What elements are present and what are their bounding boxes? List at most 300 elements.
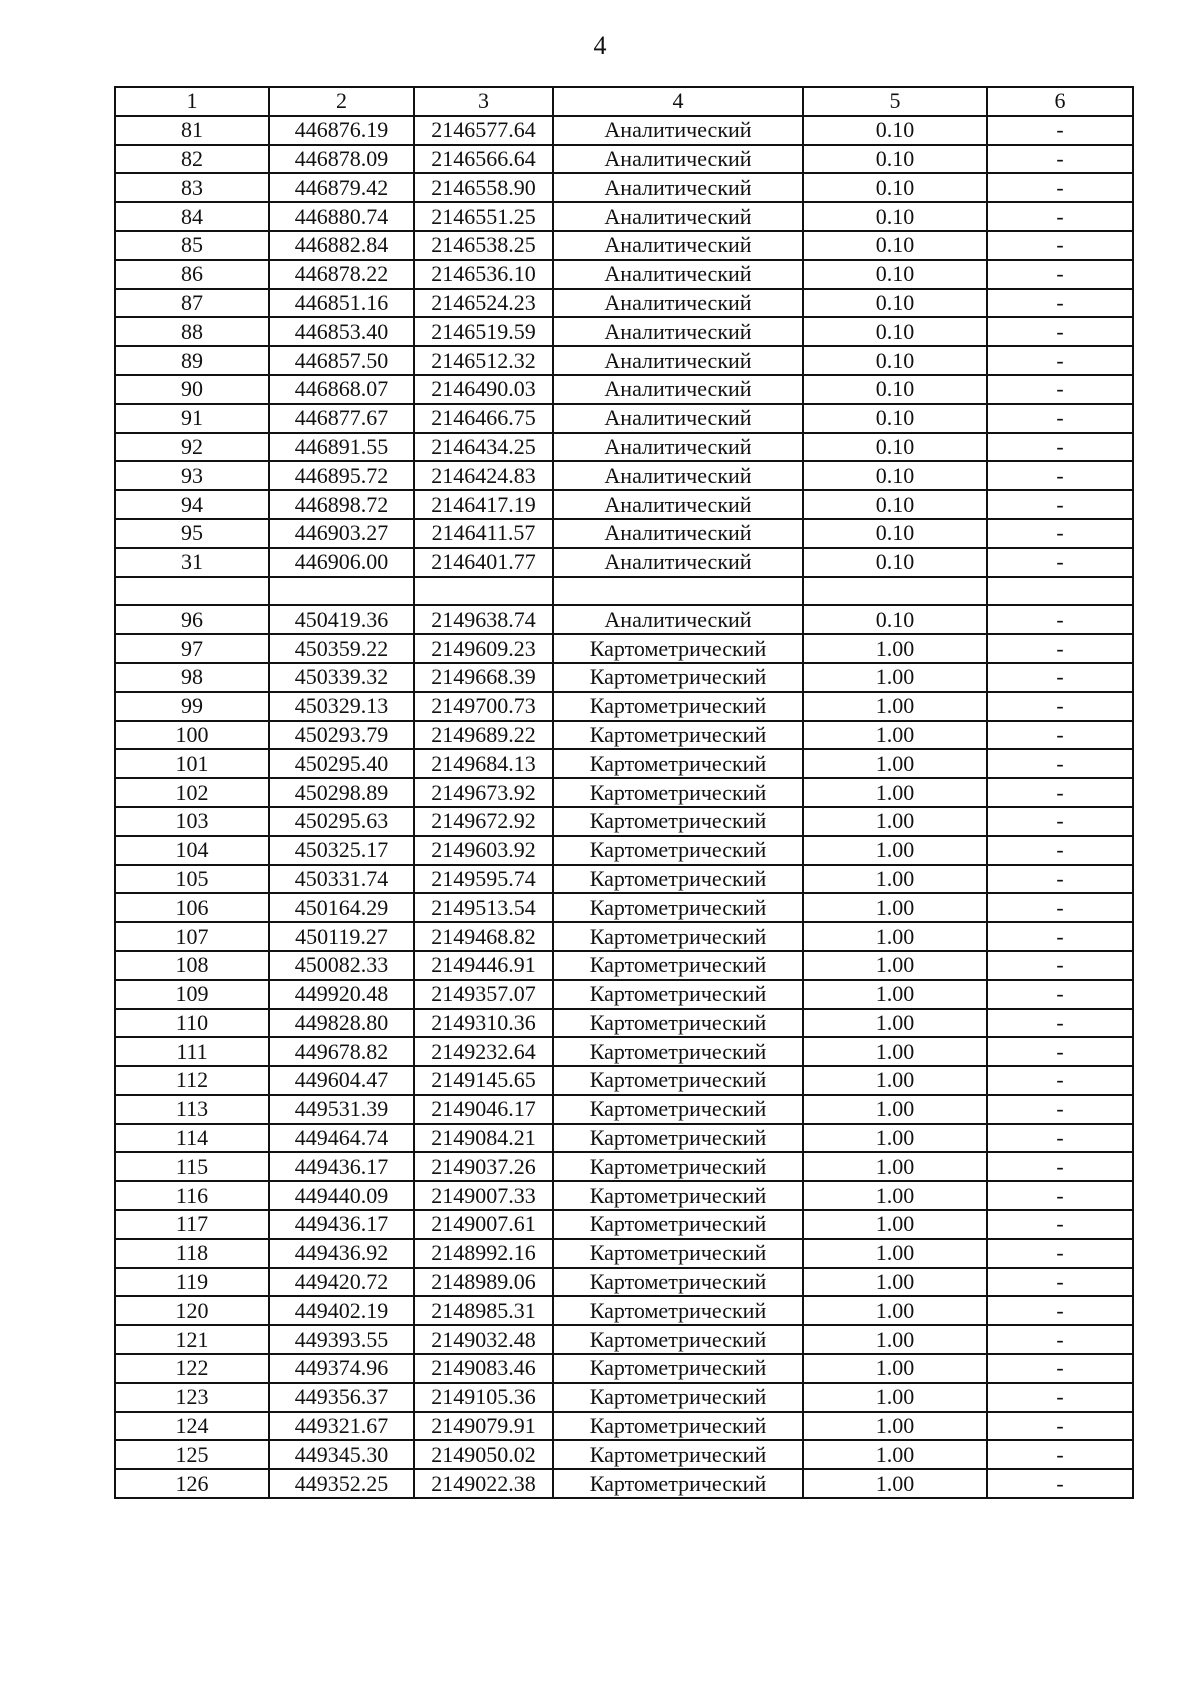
y-coordinate-cell: 2149700.73 <box>414 692 553 721</box>
note-cell: - <box>987 1296 1133 1325</box>
method-cell: Аналитический <box>553 260 803 289</box>
method-cell: Аналитический <box>553 461 803 490</box>
method-cell: Картометрический <box>553 663 803 692</box>
accuracy-cell: 1.00 <box>803 1181 987 1210</box>
point-number-cell: 114 <box>115 1124 269 1153</box>
accuracy-cell <box>803 577 987 606</box>
note-cell: - <box>987 375 1133 404</box>
note-cell: - <box>987 1152 1133 1181</box>
x-coordinate-cell: 449828.80 <box>269 1009 414 1038</box>
method-cell: Аналитический <box>553 145 803 174</box>
accuracy-cell: 1.00 <box>803 1095 987 1124</box>
point-number-cell: 106 <box>115 893 269 922</box>
method-cell: Картометрический <box>553 1066 803 1095</box>
point-number-cell: 97 <box>115 634 269 663</box>
method-cell: Картометрический <box>553 749 803 778</box>
x-coordinate-cell: 446879.42 <box>269 173 414 202</box>
table-row <box>115 173 1133 202</box>
coordinates-table <box>114 86 1134 1499</box>
point-number-cell: 108 <box>115 951 269 980</box>
x-coordinate-cell: 450325.17 <box>269 836 414 865</box>
note-cell: - <box>987 749 1133 778</box>
point-number-cell: 84 <box>115 202 269 231</box>
accuracy-cell: 1.00 <box>803 1296 987 1325</box>
table-row <box>115 548 1133 577</box>
method-cell: Картометрический <box>553 865 803 894</box>
x-coordinate-cell: 446880.74 <box>269 202 414 231</box>
x-coordinate-cell: 449531.39 <box>269 1095 414 1124</box>
method-cell: Картометрический <box>553 1412 803 1441</box>
note-cell: - <box>987 1009 1133 1038</box>
table-row <box>115 317 1133 346</box>
note-cell: - <box>987 519 1133 548</box>
point-number-cell: 111 <box>115 1037 269 1066</box>
y-coordinate-cell: 2149673.92 <box>414 778 553 807</box>
x-coordinate-cell: 449436.17 <box>269 1210 414 1239</box>
method-cell: Картометрический <box>553 1124 803 1153</box>
x-coordinate-cell: 450359.22 <box>269 634 414 663</box>
y-coordinate-cell: 2146524.23 <box>414 289 553 318</box>
accuracy-cell: 1.00 <box>803 1066 987 1095</box>
method-cell: Картометрический <box>553 1152 803 1181</box>
table-row <box>115 1440 1133 1469</box>
note-cell: - <box>987 433 1133 462</box>
point-number-cell: 122 <box>115 1354 269 1383</box>
point-number-cell: 101 <box>115 749 269 778</box>
table-header <box>115 87 1133 116</box>
point-number-cell: 104 <box>115 836 269 865</box>
x-coordinate-cell: 449402.19 <box>269 1296 414 1325</box>
x-coordinate-cell: 450331.74 <box>269 865 414 894</box>
method-cell: Картометрический <box>553 980 803 1009</box>
point-number-cell: 100 <box>115 721 269 750</box>
accuracy-cell: 1.00 <box>803 1152 987 1181</box>
accuracy-cell: 1.00 <box>803 807 987 836</box>
x-coordinate-cell: 449352.25 <box>269 1469 414 1498</box>
x-coordinate-cell: 446868.07 <box>269 375 414 404</box>
note-cell: - <box>987 116 1133 145</box>
note-cell: - <box>987 1325 1133 1354</box>
accuracy-cell: 1.00 <box>803 749 987 778</box>
accuracy-cell: 1.00 <box>803 692 987 721</box>
y-coordinate-cell: 2149609.23 <box>414 634 553 663</box>
method-cell: Картометрический <box>553 1440 803 1469</box>
table-row <box>115 1412 1133 1441</box>
point-number-cell: 94 <box>115 490 269 519</box>
y-coordinate-cell: 2149046.17 <box>414 1095 553 1124</box>
method-cell <box>553 577 803 606</box>
y-coordinate-cell: 2149684.13 <box>414 749 553 778</box>
y-coordinate-cell: 2146558.90 <box>414 173 553 202</box>
note-cell: - <box>987 548 1133 577</box>
accuracy-cell: 0.10 <box>803 519 987 548</box>
x-coordinate-cell: 446877.67 <box>269 404 414 433</box>
note-cell: - <box>987 1354 1133 1383</box>
note-cell <box>987 577 1133 606</box>
y-coordinate-cell: 2149083.46 <box>414 1354 553 1383</box>
method-cell: Аналитический <box>553 404 803 433</box>
accuracy-cell: 1.00 <box>803 1440 987 1469</box>
accuracy-cell: 1.00 <box>803 865 987 894</box>
note-cell: - <box>987 145 1133 174</box>
point-number-cell: 105 <box>115 865 269 894</box>
table-row <box>115 807 1133 836</box>
point-number-cell: 83 <box>115 173 269 202</box>
method-cell: Картометрический <box>553 1354 803 1383</box>
table-row <box>115 1325 1133 1354</box>
method-cell: Аналитический <box>553 317 803 346</box>
table-row <box>115 778 1133 807</box>
method-cell: Аналитический <box>553 519 803 548</box>
table-row <box>115 605 1133 634</box>
method-cell: Картометрический <box>553 1383 803 1412</box>
x-coordinate-cell: 449436.92 <box>269 1239 414 1268</box>
accuracy-cell: 1.00 <box>803 721 987 750</box>
x-coordinate-cell: 449440.09 <box>269 1181 414 1210</box>
table-row <box>115 433 1133 462</box>
point-number-cell <box>115 577 269 606</box>
x-coordinate-cell: 449436.17 <box>269 1152 414 1181</box>
point-number-cell: 117 <box>115 1210 269 1239</box>
y-coordinate-cell: 2149603.92 <box>414 836 553 865</box>
table-row <box>115 836 1133 865</box>
table-row <box>115 1124 1133 1153</box>
table-row <box>115 980 1133 1009</box>
accuracy-cell: 0.10 <box>803 317 987 346</box>
x-coordinate-cell: 450293.79 <box>269 721 414 750</box>
note-cell: - <box>987 346 1133 375</box>
y-coordinate-cell: 2149357.07 <box>414 980 553 1009</box>
table-row <box>115 634 1133 663</box>
method-cell: Картометрический <box>553 807 803 836</box>
point-number-cell: 103 <box>115 807 269 836</box>
point-number-cell: 112 <box>115 1066 269 1095</box>
note-cell: - <box>987 1383 1133 1412</box>
y-coordinate-cell: 2149079.91 <box>414 1412 553 1441</box>
method-cell: Аналитический <box>553 173 803 202</box>
accuracy-cell: 0.10 <box>803 145 987 174</box>
accuracy-cell: 1.00 <box>803 778 987 807</box>
x-coordinate-cell: 449678.82 <box>269 1037 414 1066</box>
method-cell: Аналитический <box>553 231 803 260</box>
note-cell: - <box>987 807 1133 836</box>
accuracy-cell: 1.00 <box>803 893 987 922</box>
point-number-cell: 92 <box>115 433 269 462</box>
x-coordinate-cell: 446882.84 <box>269 231 414 260</box>
column-header: 1 <box>115 87 269 116</box>
x-coordinate-cell: 446891.55 <box>269 433 414 462</box>
y-coordinate-cell <box>414 577 553 606</box>
table-row <box>115 461 1133 490</box>
table-row <box>115 1210 1133 1239</box>
table-row <box>115 231 1133 260</box>
method-cell: Картометрический <box>553 1325 803 1354</box>
point-number-cell: 123 <box>115 1383 269 1412</box>
note-cell: - <box>987 289 1133 318</box>
table-row <box>115 202 1133 231</box>
table-row <box>115 721 1133 750</box>
x-coordinate-cell: 449420.72 <box>269 1268 414 1297</box>
note-cell: - <box>987 922 1133 951</box>
x-coordinate-cell: 449393.55 <box>269 1325 414 1354</box>
note-cell: - <box>987 865 1133 894</box>
y-coordinate-cell: 2149638.74 <box>414 605 553 634</box>
note-cell: - <box>987 634 1133 663</box>
point-number-cell: 126 <box>115 1469 269 1498</box>
y-coordinate-cell: 2146417.19 <box>414 490 553 519</box>
table-row <box>115 1469 1133 1498</box>
y-coordinate-cell: 2149446.91 <box>414 951 553 980</box>
method-cell: Картометрический <box>553 1296 803 1325</box>
table-row <box>115 1354 1133 1383</box>
accuracy-cell: 1.00 <box>803 1325 987 1354</box>
accuracy-cell: 0.10 <box>803 289 987 318</box>
point-number-cell: 102 <box>115 778 269 807</box>
x-coordinate-cell: 450419.36 <box>269 605 414 634</box>
accuracy-cell: 0.10 <box>803 490 987 519</box>
note-cell: - <box>987 605 1133 634</box>
point-number-cell: 107 <box>115 922 269 951</box>
x-coordinate-cell: 446876.19 <box>269 116 414 145</box>
y-coordinate-cell: 2149513.54 <box>414 893 553 922</box>
table-row <box>115 404 1133 433</box>
x-coordinate-cell: 449321.67 <box>269 1412 414 1441</box>
y-coordinate-cell: 2149595.74 <box>414 865 553 894</box>
note-cell: - <box>987 1239 1133 1268</box>
y-coordinate-cell: 2146434.25 <box>414 433 553 462</box>
y-coordinate-cell: 2146512.32 <box>414 346 553 375</box>
table-row <box>115 490 1133 519</box>
header-row <box>115 87 1133 116</box>
method-cell: Аналитический <box>553 375 803 404</box>
note-cell: - <box>987 663 1133 692</box>
point-number-cell: 110 <box>115 1009 269 1038</box>
y-coordinate-cell: 2149007.61 <box>414 1210 553 1239</box>
method-cell: Картометрический <box>553 1210 803 1239</box>
note-cell: - <box>987 1037 1133 1066</box>
note-cell: - <box>987 1095 1133 1124</box>
y-coordinate-cell: 2149668.39 <box>414 663 553 692</box>
method-cell: Картометрический <box>553 922 803 951</box>
x-coordinate-cell: 450329.13 <box>269 692 414 721</box>
note-cell: - <box>987 778 1133 807</box>
table-row <box>115 116 1133 145</box>
x-coordinate-cell: 449356.37 <box>269 1383 414 1412</box>
x-coordinate-cell: 446878.09 <box>269 145 414 174</box>
accuracy-cell: 0.10 <box>803 404 987 433</box>
accuracy-cell: 1.00 <box>803 634 987 663</box>
accuracy-cell: 1.00 <box>803 836 987 865</box>
x-coordinate-cell: 446851.16 <box>269 289 414 318</box>
accuracy-cell: 1.00 <box>803 1354 987 1383</box>
table-row <box>115 1268 1133 1297</box>
accuracy-cell: 1.00 <box>803 1239 987 1268</box>
x-coordinate-cell: 446898.72 <box>269 490 414 519</box>
y-coordinate-cell: 2149022.38 <box>414 1469 553 1498</box>
x-coordinate-cell: 449464.74 <box>269 1124 414 1153</box>
note-cell: - <box>987 951 1133 980</box>
point-number-cell: 81 <box>115 116 269 145</box>
page-number: 4 <box>593 31 607 60</box>
method-cell: Картометрический <box>553 1095 803 1124</box>
table-row <box>115 289 1133 318</box>
point-number-cell: 82 <box>115 145 269 174</box>
point-number-cell: 119 <box>115 1268 269 1297</box>
y-coordinate-cell: 2146519.59 <box>414 317 553 346</box>
point-number-cell: 115 <box>115 1152 269 1181</box>
method-cell: Аналитический <box>553 605 803 634</box>
accuracy-cell: 0.10 <box>803 375 987 404</box>
table-row <box>115 951 1133 980</box>
point-number-cell: 120 <box>115 1296 269 1325</box>
accuracy-cell: 0.10 <box>803 346 987 375</box>
table-row <box>115 260 1133 289</box>
point-number-cell: 118 <box>115 1239 269 1268</box>
table-row <box>115 663 1133 692</box>
table-row <box>115 1383 1133 1412</box>
table-row <box>115 865 1133 894</box>
x-coordinate-cell: 449604.47 <box>269 1066 414 1095</box>
table-row <box>115 922 1133 951</box>
accuracy-cell: 0.10 <box>803 461 987 490</box>
method-cell: Аналитический <box>553 346 803 375</box>
table-row <box>115 749 1133 778</box>
y-coordinate-cell: 2149105.36 <box>414 1383 553 1412</box>
x-coordinate-cell: 449374.96 <box>269 1354 414 1383</box>
accuracy-cell: 1.00 <box>803 951 987 980</box>
table-row <box>115 346 1133 375</box>
x-coordinate-cell: 449920.48 <box>269 980 414 1009</box>
note-cell: - <box>987 231 1133 260</box>
point-number-cell: 96 <box>115 605 269 634</box>
y-coordinate-cell: 2146538.25 <box>414 231 553 260</box>
note-cell: - <box>987 1181 1133 1210</box>
note-cell: - <box>987 1124 1133 1153</box>
accuracy-cell: 1.00 <box>803 1037 987 1066</box>
y-coordinate-cell: 2146466.75 <box>414 404 553 433</box>
method-cell: Аналитический <box>553 490 803 519</box>
accuracy-cell: 1.00 <box>803 1009 987 1038</box>
point-number-cell: 109 <box>115 980 269 1009</box>
method-cell: Картометрический <box>553 1268 803 1297</box>
y-coordinate-cell: 2148989.06 <box>414 1268 553 1297</box>
accuracy-cell: 1.00 <box>803 1268 987 1297</box>
method-cell: Картометрический <box>553 1181 803 1210</box>
note-cell: - <box>987 1210 1133 1239</box>
x-coordinate-cell: 450164.29 <box>269 893 414 922</box>
note-cell: - <box>987 893 1133 922</box>
point-number-cell: 85 <box>115 231 269 260</box>
y-coordinate-cell: 2146536.10 <box>414 260 553 289</box>
table-row <box>115 1009 1133 1038</box>
accuracy-cell: 1.00 <box>803 1383 987 1412</box>
column-header: 4 <box>553 87 803 116</box>
y-coordinate-cell: 2146401.77 <box>414 548 553 577</box>
table-row <box>115 692 1133 721</box>
method-cell: Картометрический <box>553 1469 803 1498</box>
x-coordinate-cell: 449345.30 <box>269 1440 414 1469</box>
accuracy-cell: 0.10 <box>803 202 987 231</box>
method-cell: Аналитический <box>553 289 803 318</box>
x-coordinate-cell: 446878.22 <box>269 260 414 289</box>
accuracy-cell: 1.00 <box>803 663 987 692</box>
y-coordinate-cell: 2148985.31 <box>414 1296 553 1325</box>
note-cell: - <box>987 490 1133 519</box>
note-cell: - <box>987 721 1133 750</box>
point-number-cell: 99 <box>115 692 269 721</box>
point-number-cell: 95 <box>115 519 269 548</box>
y-coordinate-cell: 2149232.64 <box>414 1037 553 1066</box>
note-cell: - <box>987 980 1133 1009</box>
point-number-cell: 87 <box>115 289 269 318</box>
method-cell: Картометрический <box>553 1009 803 1038</box>
accuracy-cell: 0.10 <box>803 433 987 462</box>
table-row <box>115 1296 1133 1325</box>
note-cell: - <box>987 461 1133 490</box>
note-cell: - <box>987 1268 1133 1297</box>
note-cell: - <box>987 1440 1133 1469</box>
method-cell: Аналитический <box>553 433 803 462</box>
y-coordinate-cell: 2149032.48 <box>414 1325 553 1354</box>
accuracy-cell: 1.00 <box>803 1412 987 1441</box>
y-coordinate-cell: 2146577.64 <box>414 116 553 145</box>
y-coordinate-cell: 2149689.22 <box>414 721 553 750</box>
accuracy-cell: 0.10 <box>803 605 987 634</box>
point-number-cell: 31 <box>115 548 269 577</box>
note-cell: - <box>987 260 1133 289</box>
point-number-cell: 86 <box>115 260 269 289</box>
note-cell: - <box>987 317 1133 346</box>
point-number-cell: 121 <box>115 1325 269 1354</box>
y-coordinate-cell: 2149007.33 <box>414 1181 553 1210</box>
method-cell: Картометрический <box>553 893 803 922</box>
x-coordinate-cell: 446906.00 <box>269 548 414 577</box>
point-number-cell: 91 <box>115 404 269 433</box>
point-number-cell: 93 <box>115 461 269 490</box>
point-number-cell: 88 <box>115 317 269 346</box>
x-coordinate-cell: 450339.32 <box>269 663 414 692</box>
y-coordinate-cell: 2148992.16 <box>414 1239 553 1268</box>
point-number-cell: 125 <box>115 1440 269 1469</box>
accuracy-cell: 0.10 <box>803 173 987 202</box>
y-coordinate-cell: 2149084.21 <box>414 1124 553 1153</box>
x-coordinate-cell: 446857.50 <box>269 346 414 375</box>
table-row <box>115 1181 1133 1210</box>
table-row <box>115 145 1133 174</box>
note-cell: - <box>987 1469 1133 1498</box>
column-header: 6 <box>987 87 1133 116</box>
y-coordinate-cell: 2149145.65 <box>414 1066 553 1095</box>
method-cell: Картометрический <box>553 721 803 750</box>
method-cell: Картометрический <box>553 1239 803 1268</box>
accuracy-cell: 1.00 <box>803 1210 987 1239</box>
x-coordinate-cell: 446853.40 <box>269 317 414 346</box>
x-coordinate-cell: 446903.27 <box>269 519 414 548</box>
method-cell: Картометрический <box>553 836 803 865</box>
y-coordinate-cell: 2146566.64 <box>414 145 553 174</box>
accuracy-cell: 1.00 <box>803 980 987 1009</box>
note-cell: - <box>987 173 1133 202</box>
y-coordinate-cell: 2149468.82 <box>414 922 553 951</box>
table-row <box>115 519 1133 548</box>
note-cell: - <box>987 202 1133 231</box>
note-cell: - <box>987 1412 1133 1441</box>
accuracy-cell: 1.00 <box>803 1124 987 1153</box>
method-cell: Картометрический <box>553 692 803 721</box>
table-row <box>115 1152 1133 1181</box>
y-coordinate-cell: 2146411.57 <box>414 519 553 548</box>
table-row <box>115 1239 1133 1268</box>
